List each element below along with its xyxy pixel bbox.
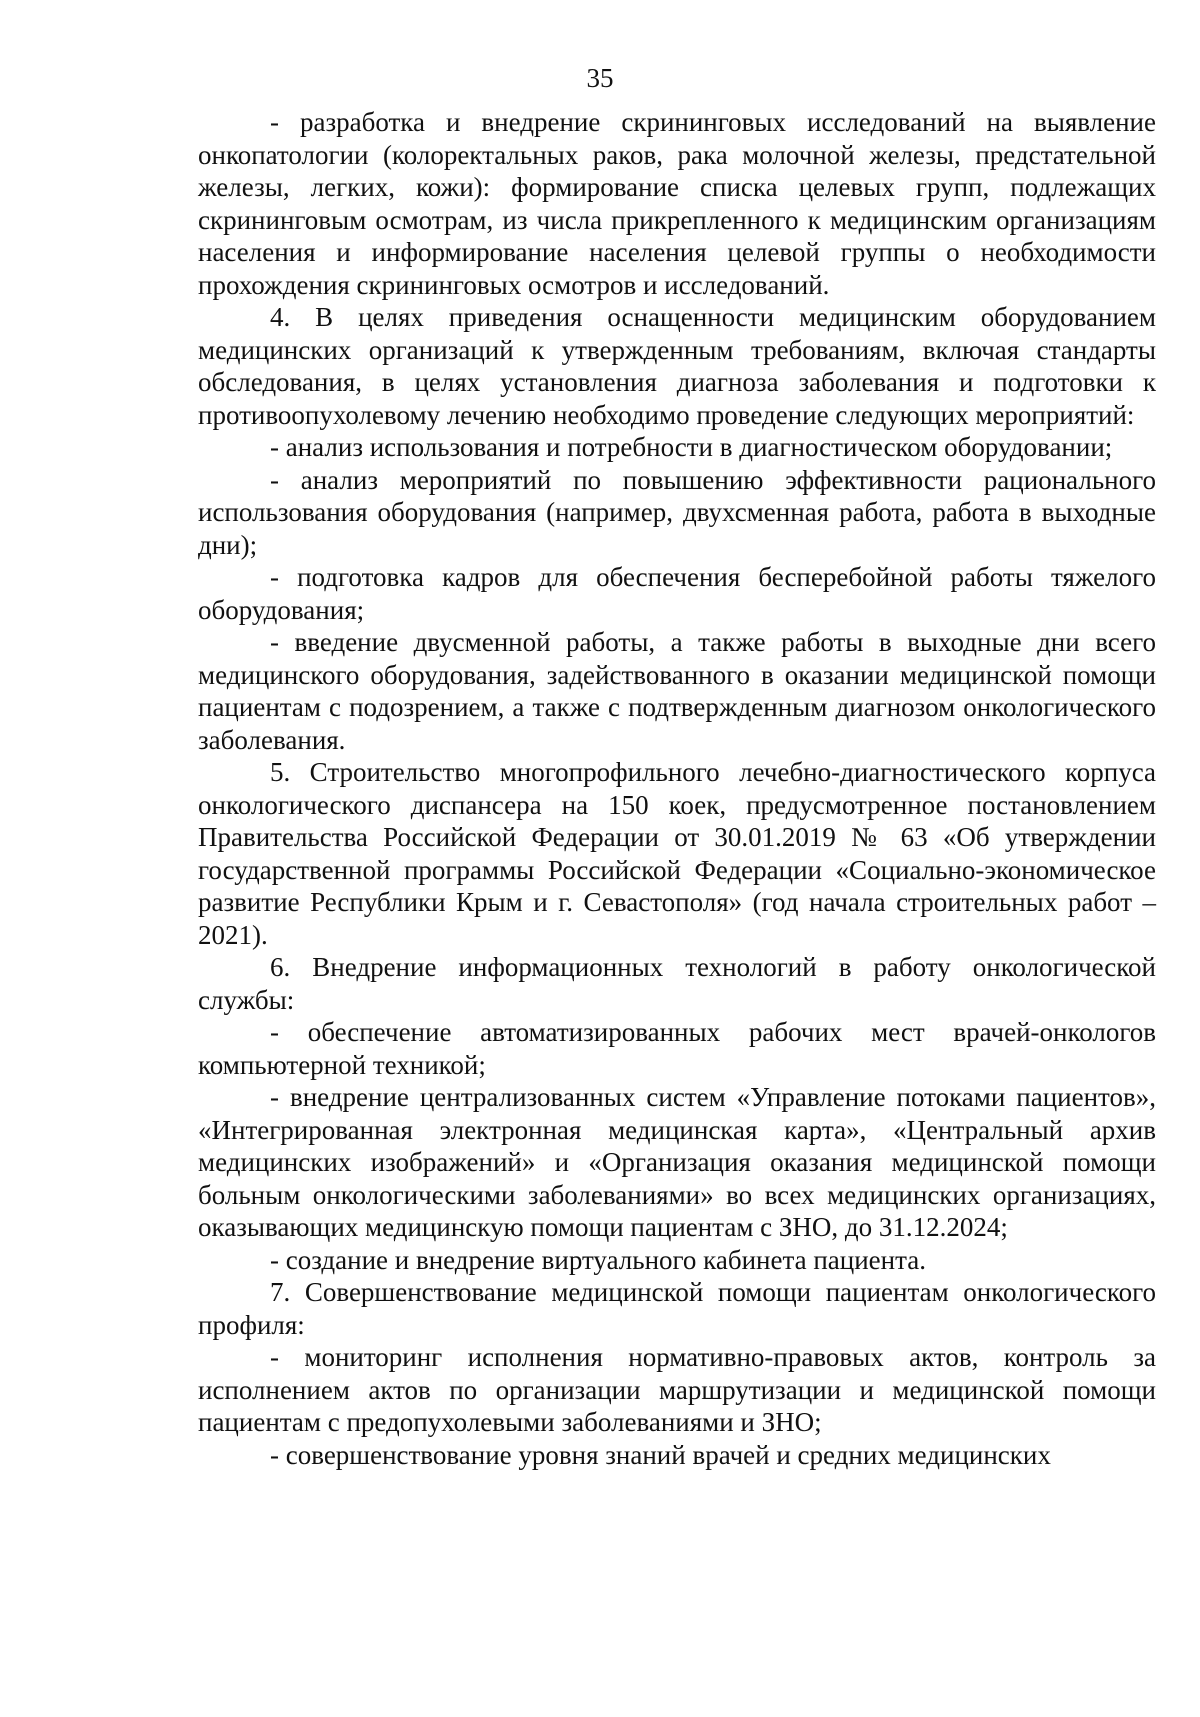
paragraph-staff-training: - подготовка кадров для обеспечения бесперебойной работы тяжелого оборудования; — [198, 562, 1156, 625]
paragraph-item-7: 7. Совершенствование медицинской помощи пациентам онкологического профиля: — [198, 1277, 1156, 1340]
paragraph-screening: - разработка и внедрение скрининговых исследований на выявление онкопатологии (колоректальных раков, рака молочной железы, предстательной железы, легких, кожи): формирование списка целевых групп, подлежащих скрининговым осмотрам, из числа прикрепленного к медицинским организациям населения и информирование населения целевой группы о необходимости прохождения скрининговых осмотров и исследований. — [198, 107, 1156, 300]
paragraph-item-6: 6. Внедрение информационных технологий в работу онкологической службы: — [198, 952, 1156, 1015]
paragraph-item-4: 4. В целях приведения оснащенности медицинским оборудованием медицинских организаций к утвержденным требованиям, включая стандарты обследования, в целях установления диагноза заболевания и подготовки к противоопухолевому лечению необходимо проведение следующих мероприятий: — [198, 302, 1156, 430]
document-body — [198, 106, 1156, 1471]
paragraph-workstations: - обеспечение автоматизированных рабочих мест врачей-онкологов компьютерной техникой; — [198, 1017, 1156, 1080]
page-number: 35 — [586, 63, 614, 93]
paragraph-monitoring: - мониторинг исполнения нормативно-правовых актов, контроль за исполнением актов по организации маршрутизации и медицинской помощи пациентам с предопухолевыми заболеваниями и ЗНО; — [198, 1342, 1156, 1437]
paragraph-knowledge-improvement: - совершенствование уровня знаний врачей и средних медицинских — [270, 1439, 1051, 1470]
paragraph-two-shift-work: - введение двусменной работы, а также работы в выходные дни всего медицинского оборудования, задействованного в оказании медицинской помощи пациентам с подозрением, а также с подтвержденным диагнозом онкологического заболевания. — [198, 627, 1156, 755]
paragraph-virtual-cabinet: - создание и внедрение виртуального кабинета пациента. — [270, 1244, 926, 1275]
paragraph-equipment-analysis: - анализ использования и потребности в диагностическом оборудовании; — [270, 432, 1113, 462]
paragraph-centralized-systems: - внедрение централизованных систем «Управление потоками пациентов», «Интегрированная электронная медицинская карта», «Центральный архив медицинских изображений» и «Организация оказания медицинской помощи больным онкологическими заболеваниями» во всех медицинских организациях, оказывающих медицинскую помощи пациентам с ЗНО, до 31.12.2024; — [198, 1082, 1156, 1242]
paragraph-item-5: 5. Строительство многопрофильного лечебно-диагностического корпуса онкологического диспансера на 150 коек, предусмотренное постановлением Правительства Российской Федерации от 30.01.2019 № 63 «Об утверждении государственной программы Российской Федерации «Социально-экономическое развитие Республики Крым и г. Севастополя» (год начала строительных работ – 2021). — [198, 757, 1156, 950]
paragraph-efficiency-analysis: - анализ мероприятий по повышению эффективности рационального использования оборудования (например, двухсменная работа, работа в выходные дни); — [198, 464, 1156, 560]
